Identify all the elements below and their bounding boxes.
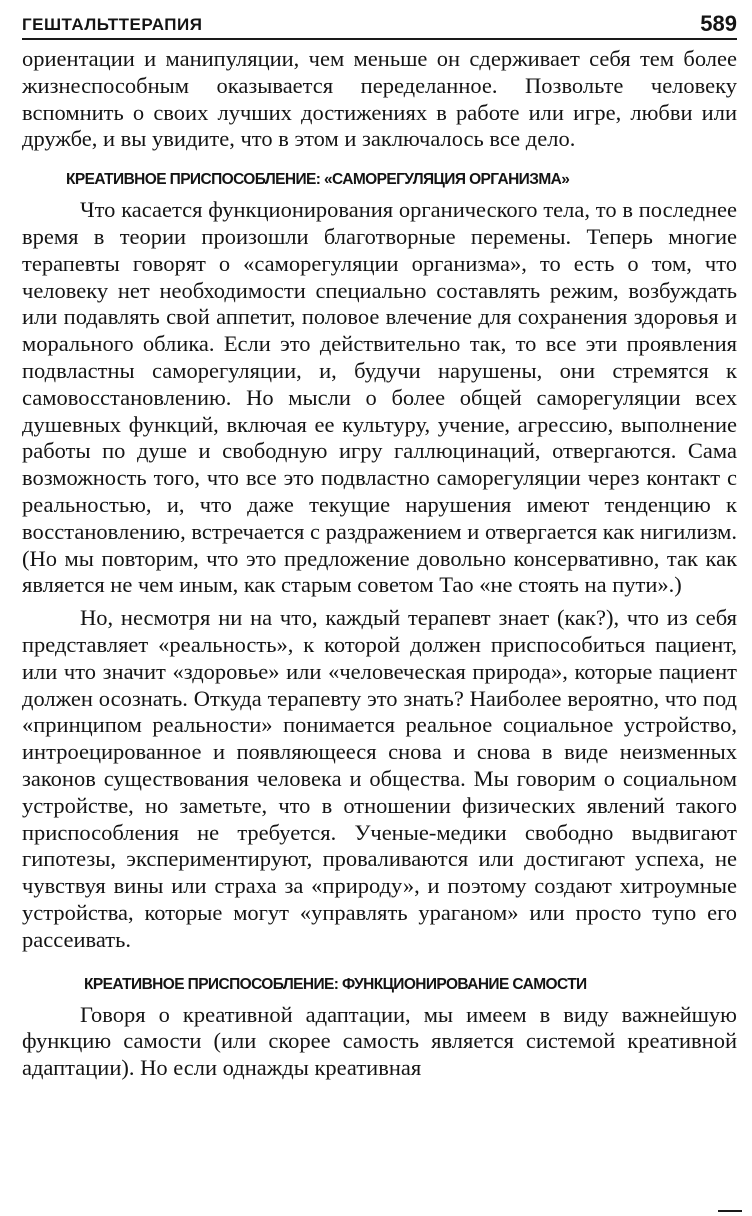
running-title: ГЕШТАЛЬТТЕРАПИЯ (22, 15, 203, 34)
running-header (22, 8, 737, 40)
section-heading-organism-self-regulation: КРЕАТИВНОЕ ПРИСПОСОБЛЕНИЕ: «САМОРЕГУЛЯЦИЯ ОРГАНИЗМА» (66, 171, 570, 189)
book-page (22, 8, 737, 1082)
paragraph-continuation: ориентации и манипуляции, чем меньше он сдерживает себя тем более жизнеспособным оказывается переделанное. Позвольте человеку вспомнить о своих лучших достижениях в работе или игре, любви или дружбе, и вы увидите, что в этом и заключалось все дело. (22, 46, 737, 152)
footer-rule (718, 1210, 742, 1212)
paragraph-reality: Но, несмотря ни на что, каждый терапевт знает (как?), что из себя представляет «реальность», к которой должен приспособиться пациент, или что значит «здоровье» или «человеческая природа», которые пациент должен осознать. Откуда терапевту это знать? Наиболее вероятно, что под «принципом реальности» понимается реальное социальное устройство, интроецированное и появляющееся снова и снова в виде неизменных законов существования человека и общества. Мы говорим о социальном устройстве, но заметьте, что в отношении физических явлений такого приспособления не требуется. Ученые-медики свободно выдвигают гипотезы, экспериментируют, проваливаются или достигают успеха, не чувствуя вины или страха за «природу», и поэтому создают хитроумные устройства, которые могут «управлять ураганом» или просто тупо его рассеивать. (22, 605, 737, 952)
paragraph-organic-body: Что касается функционирования органического тела, то в последнее время в теории произошли благотворные перемены. Теперь многие терапевты говорят о «саморегуляции организма», то есть о том, что человеку нет необходимости специально составлять режим, возбуждать или подавлять свой аппетит, половое влечение для сохранения здоровья и морального облика. Если это действительно так, то все эти проявления подвластны саморегуляции, и, будучи нарушены, они стремятся к самовосстановлению. Но мысли о более общей саморегуляции всех душевных функций, включая ее культуру, учение, агрессию, выполнение работы по душе и свободную игру галлюцинаций, отвергаются. Сама возможность того, что все это подвластно саморегуляции через контакт с реальностью, и, что даже текущие нарушения имеют тенденцию к восстановлению, встречается с раздражением и отвергается как нигилизм. (Но мы повторим, что это предложение довольно консервативно, так как является не чем иным, как старым советом Тао «не стоять на пути».) (22, 197, 737, 598)
page-number: 589 (700, 11, 737, 36)
paragraph-creative-adaptation: Говоря о креативной адаптации, мы имеем в виду важнейшую функцию самости (или скорее самость является системой креативной адаптации). Но если однажды креативная (22, 1001, 737, 1081)
section-heading-self-functioning: КРЕАТИВНОЕ ПРИСПОСОБЛЕНИЕ: ФУНКЦИОНИРОВАНИЕ САМОСТИ (84, 975, 587, 993)
